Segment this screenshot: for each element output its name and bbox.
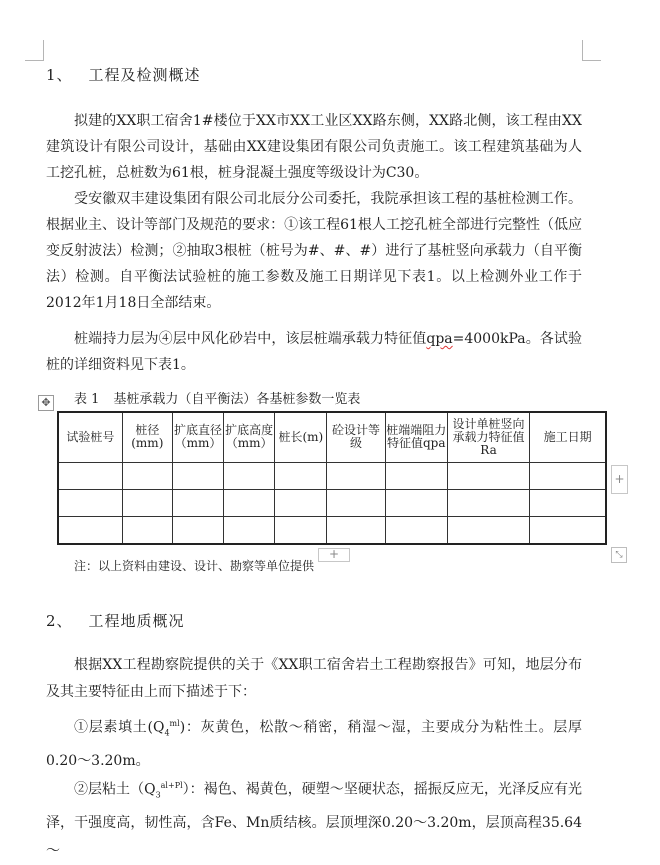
table-header-row: [58, 412, 606, 462]
layer-1-name: ①层素填土: [74, 719, 148, 736]
section-2-title: 工程地质概况: [88, 612, 185, 630]
section-1-paragraph-3: [46, 326, 582, 378]
table-cell[interactable]: [122, 462, 172, 489]
section-1-paragraph-2: 受安徽双丰建设集团有限公司北辰分公司委托，我院承担该工程的基桩检测工作。根据业主、设计等部门及规范的要求：①该工程61根人工挖孔桩全部进行完整性（低应变反射波法）检测；②抽取3根桩（桩号为#、#、#）进行了基桩竖向承载力（自平衡法）检测。自平衡法试验桩的施工参数及施工日期详见下表1。以上检测外业工作于2012年1月18日全部结束。: [46, 191, 582, 311]
section-1-title: 工程及检测概述: [88, 66, 201, 84]
table-cell[interactable]: [224, 489, 275, 516]
spelling-flag-qpa: qpa: [426, 331, 453, 347]
table-cell[interactable]: [447, 517, 529, 544]
header-construction-date: 施工日期: [530, 412, 606, 462]
table-cell[interactable]: [327, 489, 385, 516]
table-caption-label: 表 1: [74, 392, 100, 407]
table-cell[interactable]: [530, 462, 606, 489]
table-row: [58, 517, 606, 544]
header-pile-length: 桩长(m): [275, 412, 327, 462]
table-cell[interactable]: [172, 489, 223, 516]
header-bell-diameter: 扩底直径（mm）: [172, 412, 223, 462]
table-cell[interactable]: [224, 462, 275, 489]
table-cell[interactable]: [530, 517, 606, 544]
layer-2-name: ②层粘土: [74, 781, 131, 798]
pile-parameter-table: [57, 411, 607, 545]
crop-mark-top-left: [25, 40, 44, 61]
table-cell[interactable]: [385, 517, 447, 544]
section-2-number: 2、: [46, 612, 73, 630]
para3-text-after: =4000kPa。各试验桩的详细资料见下表1。: [46, 331, 582, 373]
add-row-button[interactable]: +: [318, 548, 350, 562]
table-cell[interactable]: [447, 489, 529, 516]
table-cell[interactable]: [385, 462, 447, 489]
table-row: [58, 462, 606, 489]
para3-text-before: 桩端持力层为④层中风化砂岩中，该层桩端承载力特征值: [74, 331, 427, 347]
table-cell[interactable]: [122, 517, 172, 544]
header-pile-number: 试验桩号: [58, 412, 122, 462]
table-cell[interactable]: [447, 462, 529, 489]
header-concrete-grade: 砼设计等级: [327, 412, 385, 462]
layer-2-code: Q: [144, 781, 156, 798]
table-cell[interactable]: [122, 489, 172, 516]
table-cell[interactable]: [530, 489, 606, 516]
section-2-heading: [46, 610, 185, 631]
table-row: [58, 489, 606, 516]
table-cell[interactable]: [385, 489, 447, 516]
section-1-paragraph-1: 拟建的XX职工宿舍1#楼位于XX市XX工业区XX路东侧，XX路北侧，该工程由XX建筑设计有限公司设计，基础由XX建设集团有限公司负责施工。该工程建筑基础为人工挖孔桩，总桩数为61根，桩身混凝土强度等级设计为C30。: [46, 113, 582, 181]
table-cell[interactable]: [58, 462, 122, 489]
section-1-number: 1、: [46, 66, 73, 84]
layer-1-description: ①层素填土$(Q_4^{ml})$：灰黄色，松散～稍密，稍湿～湿，主要成分为粘性土。层厚0.20～3.20m。: [46, 719, 583, 770]
table-cell[interactable]: [224, 517, 275, 544]
table-cell[interactable]: [275, 462, 327, 489]
table-caption-title: 基桩承载力（自平衡法）各基桩参数一览表: [113, 392, 361, 407]
table-cell[interactable]: [58, 517, 122, 544]
table-move-handle[interactable]: ✥: [38, 395, 54, 411]
layer-1-text: ：灰黄色，松散～稍密，稍湿～湿，主要成分为粘性土。层厚0.20～3.20m。: [46, 719, 583, 770]
header-bell-height: 扩底高度（mm）: [224, 412, 275, 462]
crop-mark-top-right: [582, 40, 601, 61]
layer-2-text: ：褐色、褐黄色，硬塑～坚硬状态，摇振反应无，光泽反应有光泽，干强度高，韧性高，含Fe、Mn质结核。层顶埋深0.20～3.20m，层顶高程35.64～: [46, 781, 583, 860]
table-cell[interactable]: [327, 462, 385, 489]
table-cell[interactable]: [172, 517, 223, 544]
add-column-button[interactable]: +: [611, 465, 628, 494]
layer-2-code-sup: al+Pl: [160, 781, 183, 790]
table-cell[interactable]: [172, 462, 223, 489]
table-note: 注：以上资料由建设、设计、勘察等单位提供: [74, 559, 315, 573]
table-cell[interactable]: [275, 517, 327, 544]
section-1-heading: [46, 64, 201, 85]
table-cell[interactable]: [327, 517, 385, 544]
table-cell[interactable]: [58, 489, 122, 516]
table-resize-handle[interactable]: ⤡: [611, 547, 627, 563]
header-pile-diameter: 桩径(mm): [122, 412, 172, 462]
section-2-paragraph-1: 根据XX工程勘察院提供的关于《XX职工宿舍岩土工程勘察报告》可知，地层分布及其主要特征由上而下描述于下：: [46, 657, 582, 700]
layer-1-code-sub: 4: [164, 728, 170, 738]
table-cell[interactable]: [275, 489, 327, 516]
layer-1-code: Q: [152, 719, 165, 736]
layer-2-description: ②层粘土$(Q_3^{al+Pl})$：褐色、褐黄色，硬塑～坚硬状态，摇振反应无，光泽反应有光泽，干强度高，韧性高，含Fe、Mn质结核。层顶埋深0.20～3.20m，层顶高程35.64～: [46, 781, 583, 860]
layer-1-code-sup: ml: [169, 719, 180, 728]
layer-2-code-sub: 3: [155, 790, 161, 800]
header-tip-resistance: 桩端端阻力特征值qpa: [385, 412, 447, 462]
header-design-capacity: 设计单桩竖向承载力特征值Ra: [447, 412, 529, 462]
table-caption: [74, 388, 360, 407]
